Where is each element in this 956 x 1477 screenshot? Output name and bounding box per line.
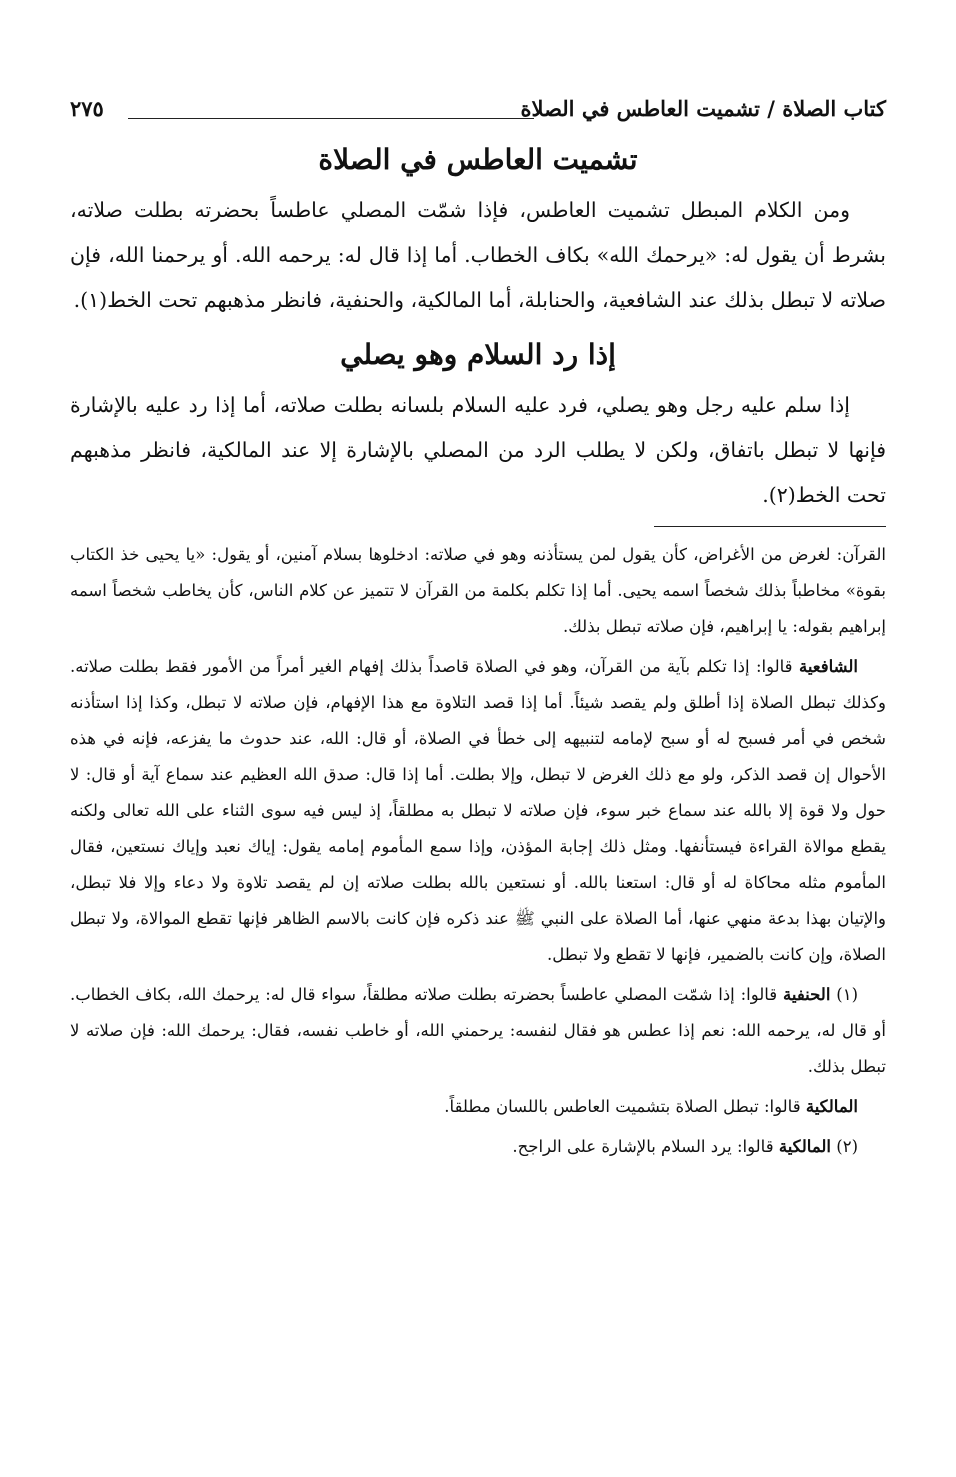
book-page (70, 92, 886, 1169)
footnote-text-maliki: قالوا: تبطل الصلاة بتشميت العاطس باللسان مطلقاً. (444, 1097, 806, 1116)
footnote-text-maliki-2: قالوا: يرد السلام بالإشارة على الراجح. (512, 1137, 779, 1156)
footnote-2 (70, 1129, 886, 1165)
header-rule (128, 118, 534, 119)
paragraph-returning-greeting: إذا سلم عليه رجل وهو يصلي، فرد عليه السلام بلسانه بطلت صلاته، أما إذا رد عليه بالإشارة فإنها لا تبطل باتفاق، ولكن لا يطلب الرد من المصلي بالإشارة إلا عند المالكية، فانظر مذهبهم تحت الخط(٢). (70, 393, 886, 507)
footnote-label-shafii: الشافعية (798, 657, 858, 676)
page-number: ٢٧٥ (70, 96, 104, 121)
footnote-label-hanafi: الحنفية (783, 985, 831, 1004)
footnote-separator (654, 526, 886, 527)
footnote-text-shafii: قالوا: إذا تكلم بآية من القرآن، وهو في الصلاة قاصداً بذلك إفهام الغير أمراً من الأمور فقط بطلت صلاته. وكذلك تبطل الصلاة إذا أطلق ولم يقصد شيئاً. أما إذا قصد التلاوة مع هذا الإفهام، فإن صلاته لا تبطل، وكذا إذا استأذنه شخص في أمر فسبح له أو سبح لإمامه لتنبيهه إلى خطأ في الصلاة، أو قال: الله، عند حدوث ما يفزعه، فإنه في هذه الأحوال إن قصد الذكر، ولو مع ذلك الغرض لا تبطل، وإلا بطلت. أما إذا قال: صدق الله العظيم عند سماع آية أو قال: لا حول ولا قوة إلا بالله عند سماع خبر سوء، فإن صلاته لا تبطل به مطلقاً، إذ ليس فيه سوى الثناء على الله تعالى ولكنه يقطع موالاة القراءة فيستأنفها. ومثل ذلك إجابة المؤذن، وإذا سمع المأموم إمامه يقول: إياك نعبد وإياك نستعين، فقال المأموم مثله محاكاة له أو قال: استعنا بالله. أو نستعين بالله بطلت صلاته إن لم يقصد تلاوة ولا دعاء وإلا فلا تبطل، والإتيان بهذا بدعة منهي عنها، أما الصلاة على النبي ﷺ عند ذكره فإن كانت بالاسم الظاهر فإنها تقطع الموالاة، ولا تبطل الصلاة، وإن كانت بالضمير، فإنها لا تقطع ولا تبطل. (70, 657, 886, 964)
footnote-text-hanafi: قالوا: إذا شمّت المصلي عاطساً بحضرته بطلت صلاته مطلقاً، سواء قال له: يرحمك الله، بكاف الخطاب. أو قال له، يرحمه الله: نعم إذا عطس هو فقال لنفسه: يرحمني الله، أو خاطب نفسه، فقال: يرحمك الله: فإن صلاته لا تبطل بذلك. (70, 985, 886, 1076)
footnote-1 (70, 977, 886, 1085)
footnote-shafii (70, 649, 886, 973)
footnote-label-maliki: المالكية (805, 1097, 858, 1116)
footnote-number-2: (٢) (836, 1137, 858, 1156)
running-title: كتاب الصلاة / تشميت العاطس في الصلاة (520, 96, 886, 121)
footnote-label-maliki-2: المالكية (778, 1137, 831, 1156)
paragraph-sneezing: ومن الكلام المبطل تشميت العاطس، فإذا شمّت المصلي عاطساً بحضرته بطلت صلاته، بشرط أن يقول له: «يرحمك الله» بكاف الخطاب. أما إذا قال له: يرحمه الله. أو يرحمنا الله، فإن صلاته لا تبطل بذلك عند الشافعية، والحنابلة، أما المالكية، والحنفية، فانظر مذهبهم تحت الخط(١). (70, 198, 886, 312)
footnote-1-maliki (70, 1089, 886, 1125)
running-header (70, 92, 886, 136)
section-heading-returning-greeting: إذا رد السلام وهو يصلي (340, 338, 616, 371)
footnote-continued: القرآن: لغرض من الأغراض، كأن يقول لمن يستأذنه وهو في صلاته: ادخلوها بسلام آمنين، أو يقول: «يا يحيى خذ الكتاب بقوة» مخاطباً بذلك شخصاً اسمه يحيى. أما إذا تكلم بكلمة من القرآن لا تتميز عن كلام الناس، كأن يخاطب شخصاً اسمه إبراهيم بقوله: يا إبراهيم، فإن صلاته تبطل بذلك. (70, 545, 886, 636)
section-heading-sneezing: تشميت العاطس في الصلاة (318, 143, 638, 176)
footnote-number-1: (١) (836, 985, 858, 1004)
